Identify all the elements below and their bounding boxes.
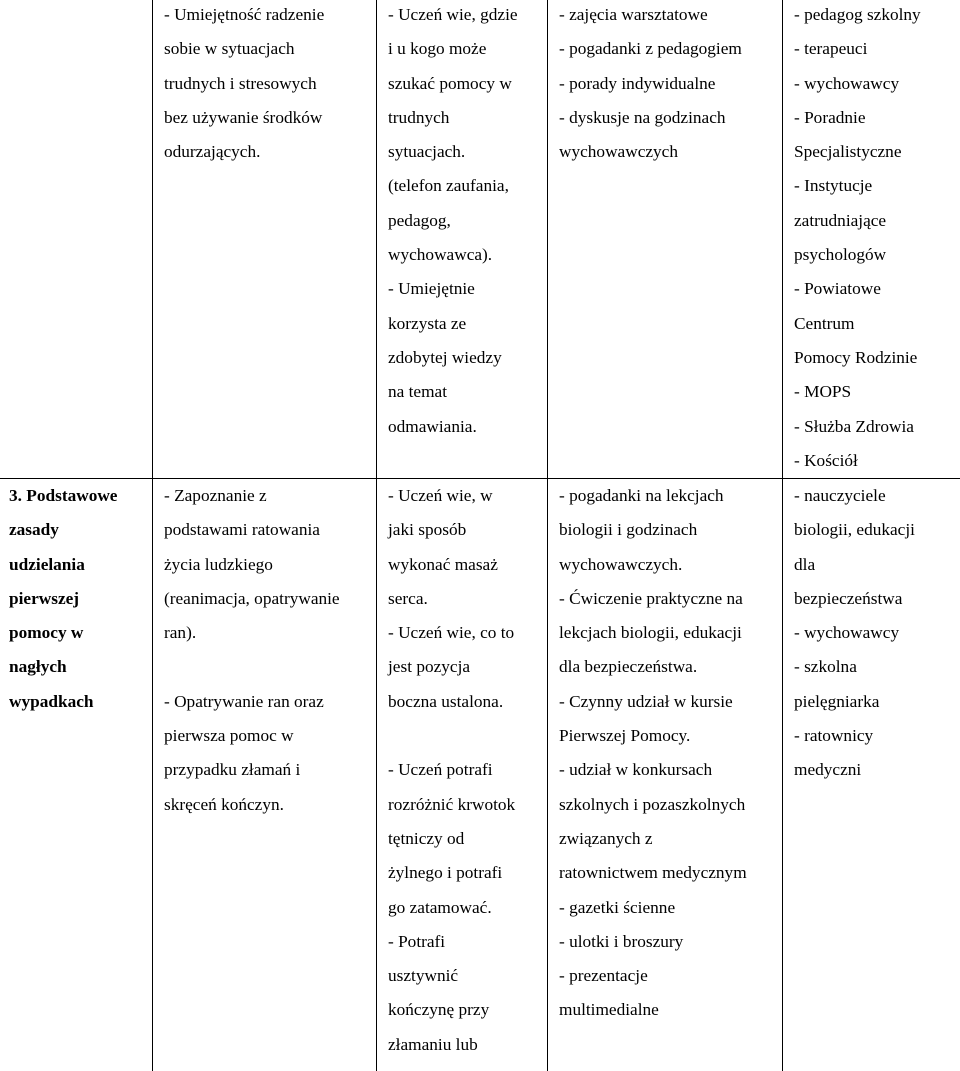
cell-text-line: - wychowawcy — [794, 73, 900, 93]
cell-text-line: usztywnić — [388, 966, 459, 986]
cell-text-line: - Umiejętność radzenie — [164, 5, 325, 24]
cell-text-line: szkolnych i pozaszkolnych — [559, 794, 746, 814]
cell-text-line: rozróżnić krwotok — [388, 794, 516, 814]
cell-text-line: lekcjach biologii, edukacji — [559, 623, 742, 643]
forms-cell — [559, 0, 742, 169]
cell-text-line: wychowawczych. — [559, 554, 683, 574]
cell-text-line: wypadkach — [9, 691, 94, 711]
cell-text-line: pielęgniarka — [794, 691, 880, 711]
cell-text-line: zasady — [9, 520, 59, 540]
cell-text-line: na temat — [388, 382, 448, 402]
cell-text-line: (telefon zaufania, — [388, 176, 509, 196]
cell-text-line: nagłych — [9, 657, 67, 677]
cell-text-line: - Potrafi — [388, 931, 446, 951]
cell-text-line: - Zapoznanie z — [164, 486, 267, 505]
cell-text-line: pomocy w — [9, 623, 84, 643]
cell-text-line: wychowawca). — [388, 245, 493, 265]
cell-text-line: - Uczeń wie, gdzie — [388, 5, 518, 24]
responsible-cell — [794, 479, 915, 788]
cell-text-line: psychologów — [794, 245, 887, 265]
cell-text-line: Centrum — [794, 313, 855, 333]
outcomes-cell — [388, 0, 518, 444]
cell-text-line: tętniczy od — [388, 828, 465, 848]
cell-text-line: boczna ustalona. — [388, 691, 504, 711]
cell-text-line: Specjalistyczne — [794, 142, 902, 162]
goals-cell — [164, 479, 340, 822]
cell-text-line: - Powiatowe — [794, 279, 881, 299]
cell-text-line: ran). — [164, 623, 197, 643]
cell-text-line: kończynę przy — [388, 1000, 490, 1020]
cell-text-line: podstawami ratowania — [164, 520, 320, 540]
cell-text-line: - gazetki ścienne — [559, 897, 676, 917]
column-divider — [782, 0, 783, 1071]
cell-text-line: jest pozycja — [388, 657, 471, 677]
cell-text-line: - Poradnie — [794, 107, 866, 127]
cell-text-line: - pogadanki z pedagogiem — [559, 39, 742, 59]
cell-text-line: - dyskusje na godzinach — [559, 107, 726, 127]
cell-text-line: pierwszej — [9, 588, 80, 608]
column-divider — [547, 0, 548, 1071]
cell-text-line: sobie w sytuacjach — [164, 39, 295, 59]
cell-text-line: biologii i godzinach — [559, 520, 698, 540]
cell-text-line: złamaniu lub — [388, 1034, 478, 1054]
cell-text-line: - nauczyciele — [794, 486, 886, 505]
cell-text-line: pierwsza pomoc w — [164, 726, 294, 746]
cell-text-line: - udział w konkursach — [559, 760, 713, 780]
cell-text-line: przypadku złamań i — [164, 760, 301, 780]
cell-text-line: - wychowawcy — [794, 623, 900, 643]
cell-text-line: (reanimacja, opatrywanie — [164, 588, 340, 608]
cell-text-line: bez używanie środków — [164, 107, 323, 127]
cell-text-line: serca. — [388, 588, 428, 608]
column-divider — [152, 0, 153, 1071]
cell-text-line: życia ludzkiego — [164, 554, 273, 574]
cell-text-line: - prezentacje — [559, 966, 648, 986]
cell-text-line: żylnego i potrafi — [388, 863, 503, 883]
cell-text-line: - Uczeń wie, co to — [388, 623, 515, 643]
cell-text-line: - pogadanki na lekcjach — [559, 486, 724, 505]
cell-text-line: multimedialne — [559, 1000, 659, 1020]
cell-text-line: zatrudniające — [794, 210, 887, 230]
cell-text-line: Pierwszej Pomocy. — [559, 726, 691, 746]
cell-text-line: - ratownicy — [794, 726, 874, 746]
cell-text-line: - Instytucje — [794, 176, 873, 196]
cell-text-line: związanych z — [559, 828, 653, 848]
cell-text-line: - szkolna — [794, 657, 857, 677]
cell-text-line: trudnych — [388, 107, 450, 127]
cell-text-line: odmawiania. — [388, 416, 477, 436]
cell-text-line: udzielania — [9, 554, 85, 574]
cell-text-line: - Służba Zdrowia — [794, 416, 914, 436]
cell-text-line: bezpieczeństwa — [794, 588, 903, 608]
cell-text-line: - Kościół — [794, 450, 858, 470]
cell-text-line: dla — [794, 554, 816, 574]
cell-text-line: wykonać masaż — [388, 554, 498, 574]
cell-text-line: skręceń kończyn. — [164, 794, 284, 814]
cell-text-line: - Opatrywanie ran oraz — [164, 691, 324, 711]
cell-text-line: szukać pomocy w — [388, 73, 512, 93]
cell-text-line: - pedagog szkolny — [794, 5, 921, 24]
cell-text-line: - Umiejętnie — [388, 279, 475, 299]
cell-text-line: ratownictwem medycznym — [559, 863, 747, 883]
cell-text-line: - Ćwiczenie praktyczne na — [559, 588, 743, 608]
cell-text-line — [164, 650, 340, 684]
cell-text-line: Pomocy Rodzinie — [794, 347, 918, 367]
cell-text-line: - Uczeń wie, w — [388, 486, 493, 505]
cell-text-line: odurzających. — [164, 142, 261, 162]
cell-text-line: korzysta ze — [388, 313, 467, 333]
cell-text-line: - MOPS — [794, 382, 852, 402]
cell-text-line: - Czynny udział w kursie — [559, 691, 733, 711]
cell-text-line: jaki sposób — [388, 520, 467, 540]
cell-text-line: pedagog, — [388, 210, 451, 230]
cell-text-line: trudnych i stresowych — [164, 73, 317, 93]
cell-text-line: wychowawczych — [559, 142, 678, 162]
cell-text-line: i u kogo może — [388, 39, 487, 59]
column-divider — [376, 0, 377, 1071]
outcomes-cell — [388, 479, 515, 1062]
cell-text-line: zdobytej wiedzy — [388, 347, 502, 367]
cell-text-line: go zatamować. — [388, 897, 492, 917]
cell-text-line: - Uczeń potrafi — [388, 760, 493, 780]
forms-cell — [559, 479, 747, 1028]
goals-cell — [164, 0, 324, 169]
cell-text-line: dla bezpieczeństwa. — [559, 657, 698, 677]
cell-text-line: sytuacjach. — [388, 142, 466, 162]
cell-text-line — [388, 719, 515, 753]
topic-cell — [9, 479, 117, 719]
responsible-cell — [794, 0, 921, 478]
cell-text-line: medyczni — [794, 760, 862, 780]
cell-text-line: 3. Podstawowe — [9, 486, 118, 505]
cell-text-line: biologii, edukacji — [794, 520, 915, 540]
cell-text-line: - ulotki i broszury — [559, 931, 684, 951]
cell-text-line: - porady indywidualne — [559, 73, 716, 93]
cell-text-line: - terapeuci — [794, 39, 868, 59]
cell-text-line: - zajęcia warsztatowe — [559, 5, 708, 24]
